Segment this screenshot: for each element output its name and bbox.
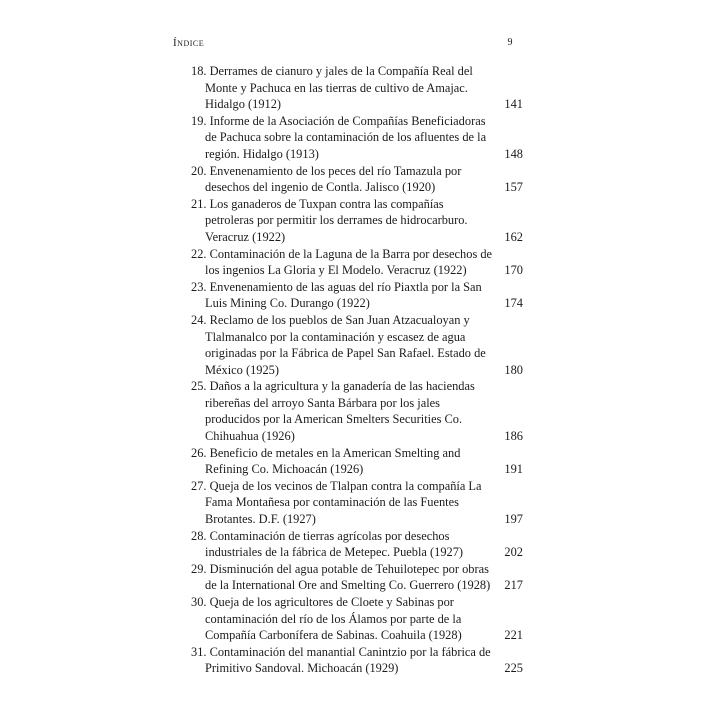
- toc-entry-title: 25. Daños a la agricultura y la ganadería de las haciendas ribereñas del arroyo Santa Bárbara por los jales producidos por la American Smelters Securities Co. Chihuahua (1926): [191, 379, 475, 444]
- toc-entry: [191, 63, 523, 113]
- toc-entry-title: 24. Reclamo de los pueblos de San Juan Atzacualoyan y Tlalmanalco por la contaminación y escasez de agua originadas por la Fábrica de Papel San Rafael. Estado de México (1925): [191, 312, 486, 377]
- toc-entry: [191, 279, 523, 312]
- toc-entry-page-number: 217: [504, 578, 523, 593]
- toc-entry-page-number: 157: [504, 180, 523, 195]
- toc-entry: [191, 378, 523, 444]
- toc-entry-page-number: 186: [504, 429, 523, 444]
- toc-entry: [191, 644, 523, 677]
- toc-entry-page-number: 141: [504, 97, 523, 112]
- table-of-contents: [191, 63, 523, 677]
- running-head-title: Índice: [173, 37, 205, 49]
- running-head-page-number: 9: [507, 37, 513, 48]
- toc-entry-title: 30. Queja de los agricultores de Cloete y Sabinas por contaminación del río de los Álamos por parte de la Compañía Carbonífera de Sabinas. Coahuila (1928): [191, 595, 462, 643]
- toc-entry-page-number: 197: [504, 512, 523, 527]
- toc-entry-page-number: 221: [504, 628, 523, 643]
- toc-entry-page-number: 170: [504, 263, 523, 278]
- toc-entry-title: 19. Informe de la Asociación de Compañías Beneficiadoras de Pachuca sobre la contaminación de los afluentes de la región. Hidalgo (1913): [191, 113, 487, 161]
- toc-entry-page-number: 225: [504, 661, 523, 676]
- toc-entry-page-number: 162: [504, 229, 523, 244]
- toc-entry-title: 23. Envenenamiento de las aguas del río Piaxtla por la San Luis Mining Co. Durango (1922): [191, 279, 482, 311]
- toc-entry-title: 21. Los ganaderos de Tuxpan contra las compañías petroleras por permitir los derrames de hidrocarburo. Veracruz (1922): [191, 196, 468, 244]
- toc-entry-title: 22. Contaminación de la Laguna de la Barra por desechos de los ingenios La Gloria y El Modelo. Veracruz (1922): [191, 246, 493, 278]
- toc-entry: [191, 163, 523, 196]
- toc-entry: [191, 478, 523, 528]
- running-head: [173, 37, 513, 49]
- toc-entry-title: 31. Contaminación del manantial Canintzio por la fábrica de Primitivo Sandoval. Michoacán (1929): [191, 644, 491, 676]
- toc-entry: [191, 113, 523, 163]
- toc-entry: [191, 196, 523, 246]
- toc-entry: [191, 246, 523, 279]
- toc-entry-page-number: 202: [504, 545, 523, 560]
- toc-entry-page-number: 191: [504, 462, 523, 477]
- toc-entry: [191, 528, 523, 561]
- toc-entry-title: 28. Contaminación de tierras agrícolas por desechos industriales de la fábrica de Metepec. Puebla (1927): [191, 528, 464, 560]
- toc-entry-page-number: 148: [504, 146, 523, 161]
- toc-entry-title: 29. Disminución del agua potable de Tehuilotepec por obras de la International Ore and Smelting Co. Guerrero (1928): [191, 561, 491, 593]
- toc-entry-page-number: 180: [504, 362, 523, 377]
- toc-entry: [191, 561, 523, 594]
- toc-entry: [191, 594, 523, 644]
- toc-entry-title: 26. Beneficio de metales en la American Smelting and Refining Co. Michoacán (1926): [191, 445, 461, 477]
- toc-entry: [191, 312, 523, 378]
- toc-entry: [191, 445, 523, 478]
- toc-entry-title: 27. Queja de los vecinos de Tlalpan contra la compañía La Fama Montañesa por contaminación de las Fuentes Brotantes. D.F. (1927): [191, 478, 482, 527]
- toc-entry-title: 20. Envenenamiento de los peces del río Tamazula por desechos del ingenio de Contla. Jalisco (1920): [191, 163, 462, 195]
- toc-entry-title: 18. Derrames de cianuro y jales de la Compañía Real del Monte y Pachuca en las tierras de cultivo de Amajac. Hidalgo (1912): [191, 64, 473, 112]
- toc-entry-page-number: 174: [504, 296, 523, 311]
